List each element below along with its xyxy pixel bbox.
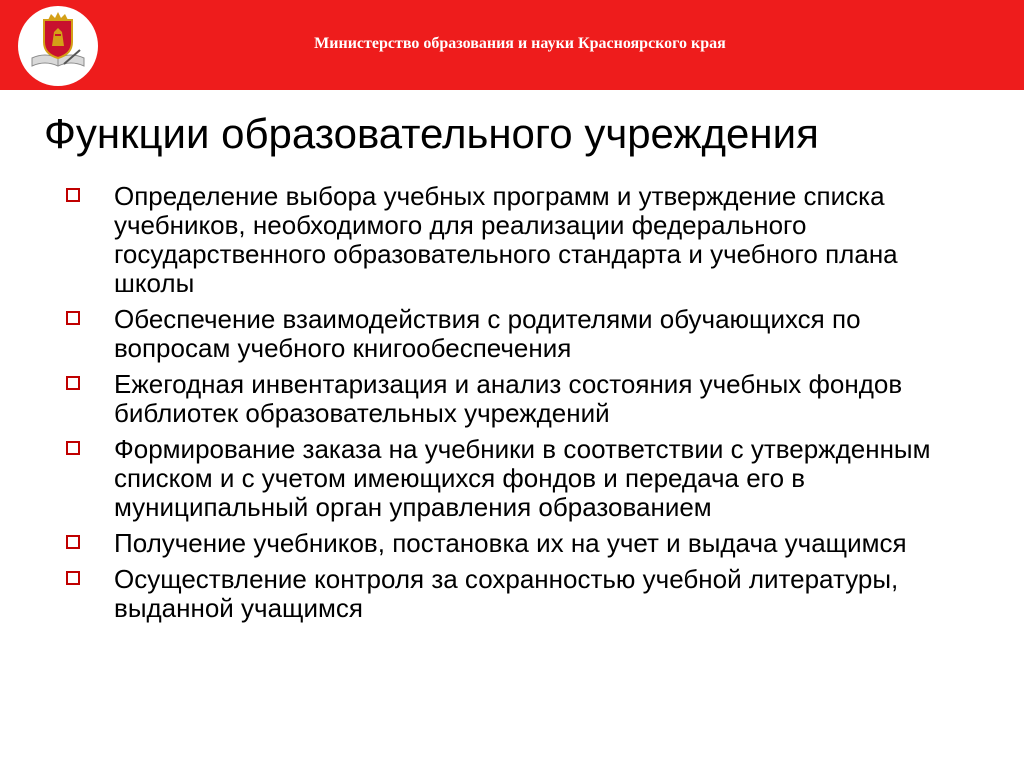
function-text: Формирование заказа на учебники в соответствии с утвержденным списком и с учетом имеющихся фондов и передача его в муниципальный орган управления образованием [114, 434, 931, 522]
organization-name: Министерство образования и науки Красноярского края [314, 35, 726, 52]
square-bullet-icon [66, 441, 80, 455]
header-bar [0, 0, 1024, 90]
function-text: Ежегодная инвентаризация и анализ состояния учебных фондов библиотек образовательных учреждений [114, 369, 903, 428]
function-text: Определение выбора учебных программ и утверждение списка учебников, необходимого для реализации федерального государственного образовательного стандарта и учебного плана школы [114, 181, 898, 298]
function-text: Обеспечение взаимодействия с родителями обучающихся по вопросам учебного книгообеспечения [114, 304, 861, 363]
function-item [0, 305, 1024, 363]
page-title: Функции образовательного учреждения [44, 110, 819, 157]
square-bullet-icon [66, 376, 80, 390]
square-bullet-icon [66, 188, 80, 202]
coat-of-arms-logo-icon [18, 6, 98, 86]
function-item [0, 435, 1024, 522]
function-text: Получение учебников, постановка их на учет и выдача учащимся [114, 528, 907, 558]
function-text: Осуществление контроля за сохранностью учебной литературы, выданной учащимся [114, 564, 899, 623]
function-item [0, 565, 1024, 623]
function-item [0, 529, 1024, 558]
functions-list [0, 182, 1024, 630]
square-bullet-icon [66, 571, 80, 585]
function-item [0, 370, 1024, 428]
square-bullet-icon [66, 535, 80, 549]
square-bullet-icon [66, 311, 80, 325]
function-item [0, 182, 1024, 298]
